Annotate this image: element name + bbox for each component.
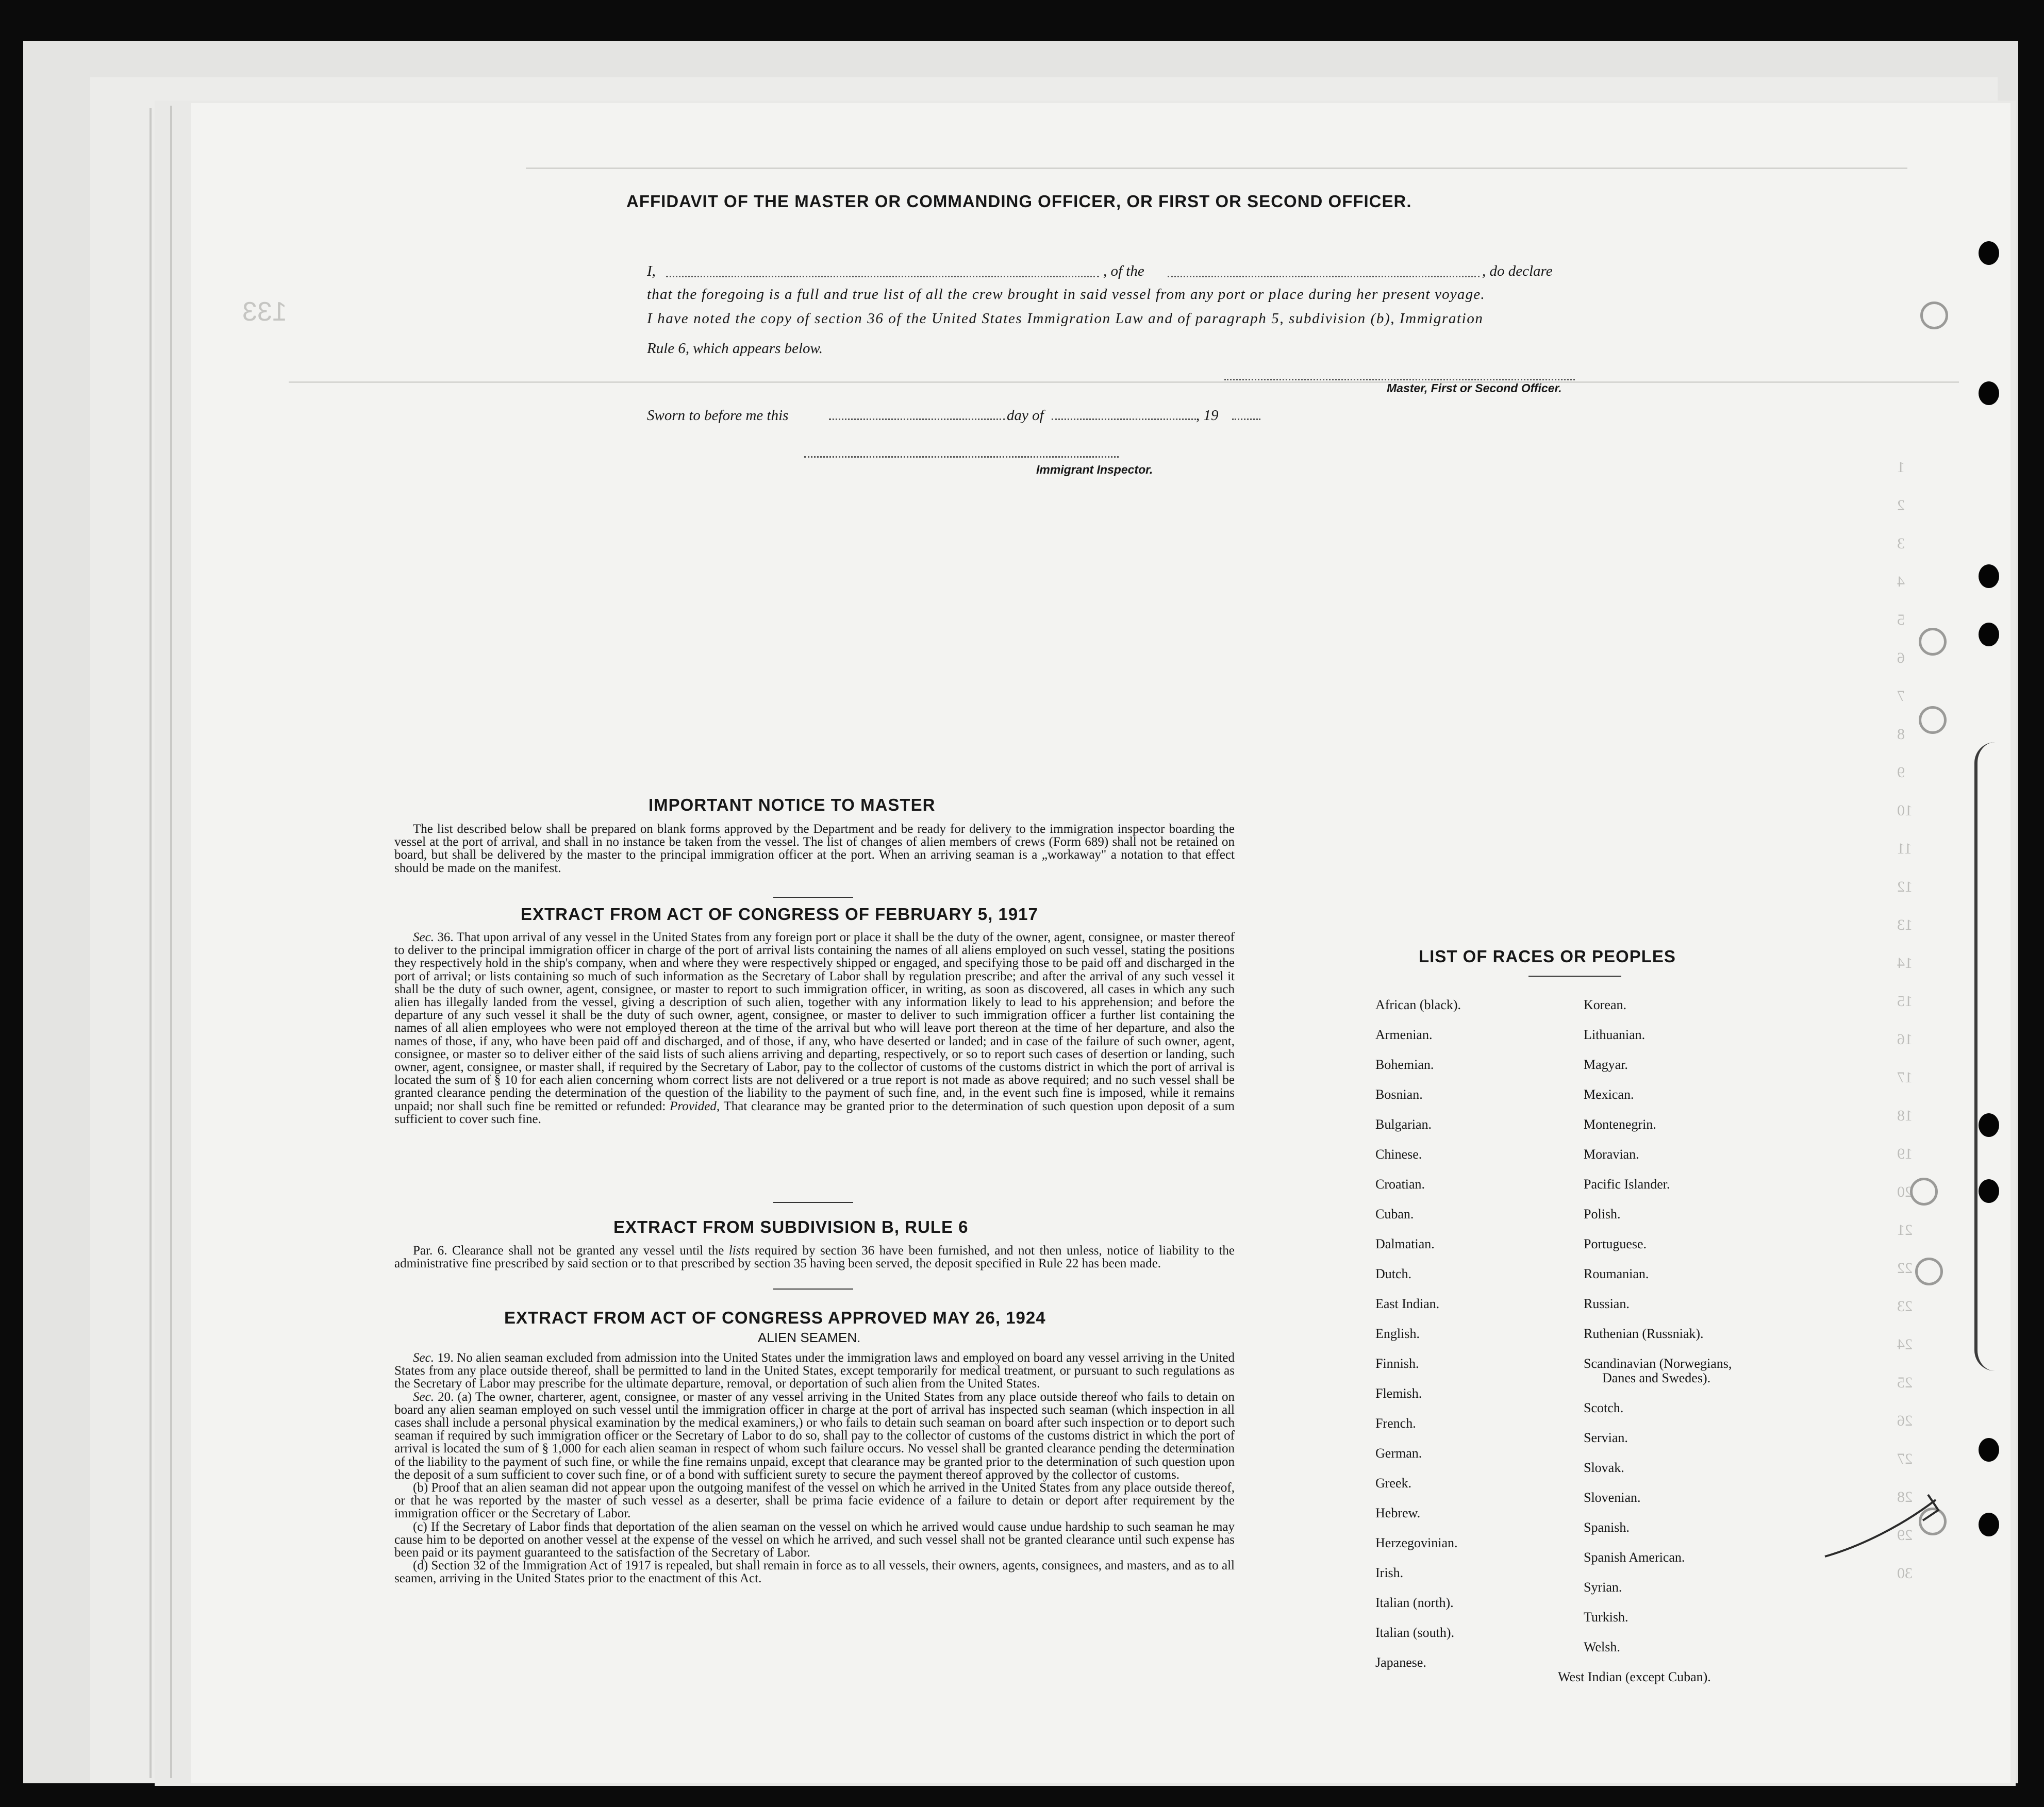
notice-title: IMPORTANT NOTICE TO MASTER: [649, 795, 936, 814]
ghost-row-number: 19: [1897, 1145, 1913, 1162]
binder-hole: [1979, 1513, 1999, 1536]
ghost-row-number: 22: [1897, 1260, 1913, 1277]
affidavit-line-3: I have noted the copy of section 36 of the United States Immigration Law and of paragraph 5, subdivision (b), Immigration: [647, 310, 1484, 327]
ghost-header-rule: [526, 168, 1907, 176]
sheet-edge: [149, 108, 152, 1778]
divider: [1528, 976, 1621, 977]
ghost-row-number: 21: [1897, 1222, 1913, 1239]
day-blank: [829, 419, 1005, 420]
race-item: Bulgarian.: [1375, 1117, 1432, 1132]
binder-ring: [1915, 1258, 1943, 1285]
affidavit-of-the: , of the: [1103, 263, 1144, 279]
ghost-row-number: 30: [1897, 1565, 1913, 1582]
ghost-row-number: 13: [1897, 916, 1913, 933]
divider: [773, 1202, 853, 1203]
ghost-row-number: 18: [1897, 1107, 1913, 1124]
inspector-label: Immigrant Inspector.: [1036, 463, 1153, 476]
race-item: Italian (north).: [1375, 1595, 1454, 1610]
par-c-text: (c) If the Secretary of Labor finds that deportation of the alien seaman on the vessel on which he arrived would cause undue hardship to such seaman he may cause him to be deported on another vessel at the expense of the vessel on which he arrived, and such vessel shall not be granted clearance until such expense has been paid or its payment guaranteed to the satisfaction of the Secretary of Labor.: [394, 1519, 1235, 1560]
ghost-row-number: 8: [1897, 726, 1905, 743]
race-item: Servian.: [1584, 1430, 1628, 1445]
race-item: German.: [1375, 1446, 1422, 1461]
race-item: Spanish.: [1584, 1520, 1630, 1535]
binder-hole: [1979, 623, 1999, 646]
extract-1924-text: [394, 1351, 1235, 1585]
sec-36-text-end: That clearance may be granted prior to the determination of such question upon deposit of a sum sufficient to cover such fine.: [394, 1099, 1235, 1126]
ghost-row-number: 25: [1897, 1374, 1913, 1391]
race-item: Syrian.: [1584, 1580, 1622, 1595]
race-item: Italian (south).: [1375, 1625, 1455, 1640]
binder-hole: [1979, 564, 1999, 588]
ghost-row-number: 5: [1897, 611, 1905, 628]
provided-label: Provided,: [670, 1099, 720, 1113]
race-item: Slovak.: [1584, 1460, 1624, 1475]
race-item: Chinese.: [1375, 1147, 1422, 1162]
extract-1917-title: EXTRACT FROM ACT OF CONGRESS OF FEBRUARY 5, 1917: [521, 905, 1038, 924]
races-title: LIST OF RACES OR PEOPLES: [1419, 947, 1676, 966]
extract-1917-text: [394, 931, 1235, 1126]
race-item: Dalmatian.: [1375, 1236, 1435, 1251]
race-item: Roumanian.: [1584, 1266, 1649, 1281]
affidavit-declare: , do declare: [1482, 263, 1553, 279]
race-item: Polish.: [1584, 1207, 1621, 1222]
race-item: Pacific Islander.: [1584, 1177, 1670, 1192]
race-item: Japanese.: [1375, 1655, 1426, 1670]
race-item: Dutch.: [1375, 1266, 1412, 1281]
race-item: English.: [1375, 1326, 1420, 1341]
year-prefix: , 19: [1196, 407, 1219, 424]
divider: [773, 1289, 853, 1290]
race-item: Bosnian.: [1375, 1087, 1423, 1102]
vessel-blank: [1168, 276, 1480, 277]
binder-ring: [1919, 628, 1947, 656]
race-item: Irish.: [1375, 1565, 1404, 1580]
sec-label: Sec.: [413, 1390, 434, 1404]
extract-1924-subtitle: ALIEN SEAMEN.: [758, 1330, 861, 1345]
race-item: Ruthenian (Russniak).: [1584, 1326, 1704, 1341]
ghost-row-number: 17: [1897, 1069, 1913, 1086]
race-item: Armenian.: [1375, 1027, 1433, 1042]
race-item: French.: [1375, 1416, 1416, 1431]
affidavit-title: AFFIDAVIT OF THE MASTER OR COMMANDING OFFICER, OR FIRST OR SECOND OFFICER.: [626, 192, 1412, 211]
ghost-row-number: 26: [1897, 1412, 1913, 1429]
notice-paragraph: The list described below shall be prepared on blank forms approved by the Department and be ready for delivery to the immigration inspector boarding the vessel at the port of arrival, and shall in no instance be taken from the vessel. The list of changes of alien members of crews (Form 689) shall not be retained on board, but shall be delivered by the master to the principal immigration officer at the port. When an arriving seaman is a „workaway" a notation to that effect should be made on the manifest.: [394, 822, 1235, 875]
race-item: Lithuanian.: [1584, 1027, 1646, 1042]
race-item: Herzegovinian.: [1375, 1535, 1458, 1550]
ghost-row-number: 11: [1897, 840, 1912, 857]
race-item: Scandinavian (Norwegians,: [1584, 1356, 1732, 1371]
extract-1924-title: EXTRACT FROM ACT OF CONGRESS APPROVED MAY 26, 1924: [504, 1308, 1046, 1327]
race-item: Finnish.: [1375, 1356, 1419, 1371]
par-b-text: (b) Proof that an alien seaman did not appear upon the outgoing manifest of the vessel on which he arrived in the United States from any place outside thereof, or that he was reported by the master of such vessel as a deserter, shall be prima facie evidence of a failure to detain or deport after requirement by the immigration officer or the Secretary of Labor.: [394, 1481, 1235, 1521]
ghost-row-number: 23: [1897, 1298, 1913, 1315]
sec-label: Sec.: [413, 1351, 434, 1365]
race-item: Mexican.: [1584, 1087, 1634, 1102]
race-item: Spanish American.: [1584, 1550, 1685, 1565]
race-item: Croatian.: [1375, 1177, 1425, 1192]
race-item: Magyar.: [1584, 1057, 1628, 1072]
inspector-signature-line: [804, 456, 1119, 458]
race-item: Flemish.: [1375, 1386, 1422, 1401]
race-item: East Indian.: [1375, 1296, 1440, 1311]
race-item: Danes and Swedes).: [1602, 1370, 1711, 1385]
ghost-row-number: 3: [1897, 535, 1905, 552]
extract-rule6-text: [394, 1244, 1235, 1270]
race-item: Russian.: [1584, 1296, 1630, 1311]
ghost-table-rule: [289, 381, 1959, 383]
ghost-row-number: 4: [1897, 573, 1905, 590]
binder-ring: [1910, 1178, 1938, 1206]
binder-ring: [1920, 302, 1948, 329]
name-blank: [666, 276, 1099, 277]
race-item: Moravian.: [1584, 1147, 1639, 1162]
race-item: African (black).: [1375, 997, 1461, 1012]
sec-label: Sec.: [413, 930, 434, 944]
ghost-row-number: 9: [1897, 764, 1905, 781]
ghost-row-number: 2: [1897, 497, 1905, 514]
race-item: Welsh.: [1584, 1639, 1620, 1654]
ghost-row-number: 10: [1897, 802, 1913, 819]
affidavit-i: I,: [647, 263, 656, 279]
ghost-row-number: 1: [1897, 459, 1905, 476]
master-signature-line: [1224, 379, 1575, 380]
race-item: Scotch.: [1584, 1400, 1624, 1415]
affidavit-line-4: Rule 6, which appears below.: [647, 340, 823, 357]
divider: [773, 897, 853, 898]
master-label: Master, First or Second Officer.: [1387, 381, 1562, 395]
binder-clip: [1974, 742, 2029, 1371]
ghost-row-number: 29: [1897, 1527, 1913, 1544]
race-item: Cuban.: [1375, 1207, 1414, 1222]
pen-mark: [1820, 1490, 1943, 1572]
race-item: Bohemian.: [1375, 1057, 1434, 1072]
ghost-row-number: 27: [1897, 1450, 1913, 1467]
ghost-row-number: 6: [1897, 649, 1905, 666]
sheet-edge: [170, 106, 172, 1778]
sec-36-text: 36. That upon arrival of any vessel in the United States from any foreign port or place it shall be the duty of the owner, agent, consignee, or master thereof to deliver to the principal immigration officer in charge of the port of arrival lists containing the names of all aliens employed on such vessel, stating the positions they respectively hold in the ship's company, when and where they were respectively shipped or engaged, and specifying those to be paid off and discharged in the port of arrival; or lists containing so much of such information as the Secretary of Labor shall by regulation prescribe; and after the arrival of any such vessel it shall be the duty of such owner, agent, consignee, or master to report to such immigration officer, in writing, as soon as discovered, all cases in which any such alien has illegally landed from the vessel, giving a description of such alien, together with any information likely to lead to his apprehension; and before the departure of any such vessel it shall be the duty of such owner, agent, consignee, or master to deliver to such immigration officer a further list containing the names of all alien employees who were not employed thereon at the time of the arrival but who will leave port thereon at the time of her departure, and also the names of those, if any, who have been paid off and discharged, and of those, if any, who have deserted or landed; and in case of the failure of such owner, agent, consignee, or master so to deliver either of the said lists of such aliens arriving and departing, respectively, or so to report such cases of desertion or landing, such owner, agent, consignee, or master shall, if required by the Secretary of Labor, pay to the collector of customs of the customs district in which the port of arrival is located the sum of § 10 for each alien concerning whom correct lists are not delivered or a true report is not made as above required; and no such vessel shall be granted clearance pending the determination of the question of the liability to the payment of such fine, and, in the event such fine is imposed, while it remains unpaid; nor shall such fine be remitted or refunded:: [394, 930, 1235, 1113]
ghost-row-number: 12: [1897, 878, 1913, 895]
day-of: day of: [1007, 407, 1044, 424]
lists-word: lists: [728, 1244, 750, 1258]
year-blank: [1232, 419, 1260, 420]
affidavit-line-2: that the foregoing is a full and true list of all the crew brought in said vessel from any port or place during her present voyage.: [647, 286, 1485, 303]
par-6-text-a: Par. 6. Clearance shall not be granted any vessel until the: [413, 1244, 724, 1258]
binder-hole: [1979, 241, 1999, 265]
race-item: Turkish.: [1584, 1610, 1628, 1625]
sworn-prefix: Sworn to before me this: [647, 407, 789, 424]
race-item: West Indian (except Cuban).: [1558, 1669, 1711, 1684]
race-item: Slovenian.: [1584, 1490, 1641, 1505]
ghost-row-number: 14: [1897, 955, 1913, 972]
par-6-text-b: required by section 36 have been furnished, and not then unless, notice of liability to the administrative fine prescribed by said section or to that prescribed by section 35 having been served, the deposit specified in Rule 22 has been made.: [394, 1244, 1235, 1271]
binder-ring: [1919, 706, 1947, 734]
ghost-row-number: 20: [1897, 1183, 1913, 1200]
ghost-row-number: 7: [1897, 688, 1905, 705]
ghost-sheet-number: 133: [242, 297, 287, 327]
sec-19-text: 19. No alien seaman excluded from admission into the United States under the immigration laws and employed on board any vessel arriving in the United States from any place outside thereof, shall be permitted to land in the United States, except temporarily for medical treatment, or pursuant to such regulations as the Secretary of Labor may prescribe for the ultimate departure, removal, or deportation of such alien from the United States.: [394, 1351, 1235, 1391]
ghost-row-number: 24: [1897, 1336, 1913, 1353]
race-item: Montenegrin.: [1584, 1117, 1656, 1132]
race-item: Portuguese.: [1584, 1236, 1647, 1251]
month-blank: [1052, 419, 1196, 420]
ghost-row-number: 16: [1897, 1031, 1913, 1048]
notice-text: [394, 823, 1235, 875]
extract-rule6-title: EXTRACT FROM SUBDIVISION B, RULE 6: [613, 1217, 969, 1236]
ghost-row-number: 15: [1897, 993, 1913, 1010]
par-d-text: (d) Section 32 of the Immigration Act of 1917 is repealed, but shall remain in force as to all vessels, their owners, agents, consignees, and masters, and as to all seamen, arriving in the United States prior to the enactment of this Act.: [394, 1559, 1235, 1586]
race-item: Greek.: [1375, 1476, 1412, 1491]
race-item: Hebrew.: [1375, 1505, 1421, 1520]
binder-hole: [1979, 1438, 1999, 1462]
sec-20-text: 20. (a) The owner, charterer, agent, consignee, or master of any vessel arriving in the United States from any place outside thereof who fails to detain on board any alien seaman employed on such vessel until the immigration officer in charge at the port of arrival has inspected such seaman (which inspection in all cases shall include a personal physical examination by the medical examiners,) or who fails to detain such seaman on board after such inspection or to deport such seaman if required by such immigration officer or the Secretary of Labor to do so, shall pay to the collector of customs of the customs district in which the port of arrival is located the sum of § 1,000 for each alien seaman in respect of whom such failure occurs. No vessel shall be granted clearance pending the determination of the liability to the payment of such fine, or while the fine remains unpaid, except that clearance may be granted prior to the determination of such question upon the deposit of a sum sufficient to cover such fine, or of a bond with sufficient surety to secure the payment thereof approved by the collector of customs.: [394, 1390, 1235, 1482]
race-item: Korean.: [1584, 997, 1627, 1012]
binder-hole: [1979, 381, 1999, 405]
ghost-row-number: 28: [1897, 1488, 1913, 1505]
